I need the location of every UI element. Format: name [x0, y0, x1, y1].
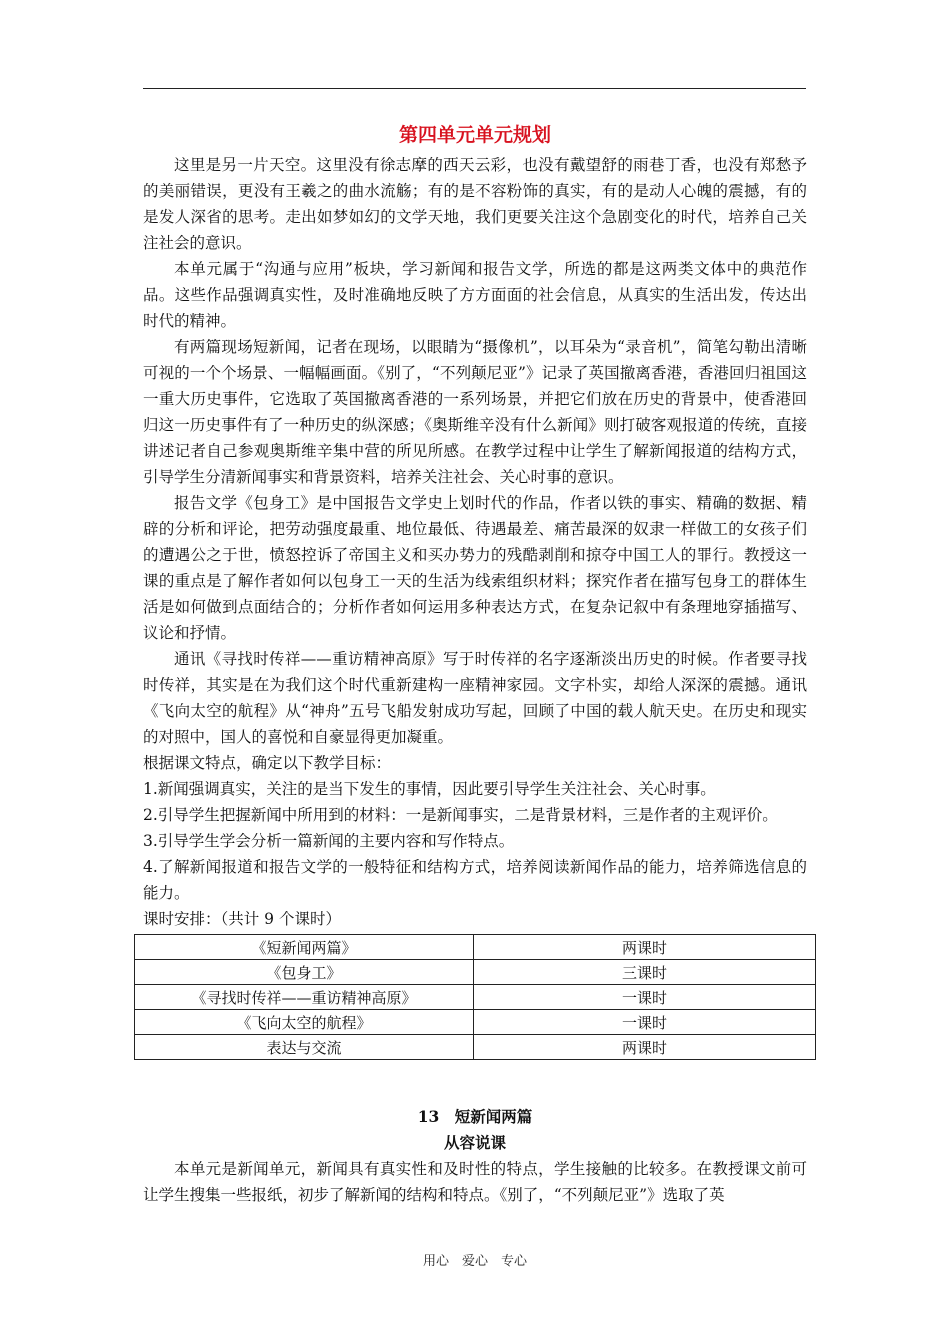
- header-rule: [143, 88, 806, 89]
- hours-cell: 两课时: [474, 1035, 816, 1060]
- document-body: [143, 118, 807, 1208]
- table-row: [135, 935, 816, 960]
- hours-cell: 两课时: [474, 935, 816, 960]
- goal-item: 3.引导学生学会分析一篇新闻的主要内容和写作特点。: [143, 832, 515, 850]
- goal-item: 1.新闻强调真实，关注的是当下发生的事情，因此要引导学生关注社会、关心时事。: [143, 780, 716, 798]
- table-row: [135, 985, 816, 1010]
- lesson-subheading: 从容说课: [443, 1133, 506, 1152]
- lesson-cell: 《短新闻两篇》: [135, 935, 474, 960]
- goal-item: 2.引导学生把握新闻中所用到的材料：一是新闻事实，二是背景材料，三是作者的主观评价。: [143, 806, 778, 824]
- lesson-cell: 《包身工》: [135, 960, 474, 985]
- section-gap: [143, 1060, 807, 1104]
- schedule-table: [134, 934, 816, 1060]
- lesson-cell: 《飞向太空的航程》: [135, 1010, 474, 1035]
- lesson-paragraph: 本单元是新闻单元，新闻具有真实性和及时性的特点，学生接触的比较多。在教授课文前可让学生搜集一些报纸，初步了解新闻的结构和特点。《别了，“不列颠尼亚”》选取了英: [143, 1160, 807, 1204]
- page-footer: 用心 爱心 专心: [422, 1254, 527, 1269]
- intro-paragraph: 这里是另一片天空。这里没有徐志摩的西天云彩，也没有戴望舒的雨巷丁香，也没有郑愁予的美丽错误，更没有王羲之的曲水流觞；有的是不容粉饰的真实，有的是动人心魄的震撼，有的是发人深省的思考。走出如梦如幻的文学天地，我们更要关注这个急剧变化的时代，培养自己关注社会的意识。: [143, 156, 807, 252]
- goal-item: 4.了解新闻报道和报告文学的一般特征和结构方式，培养阅读新闻作品的能力，培养筛选信息的能力。: [143, 858, 807, 902]
- page-title: 第四单元单元规划: [398, 124, 551, 146]
- table-row: [135, 1035, 816, 1060]
- feature-paragraph: 通讯《寻找时传祥——重访精神高原》写于时传祥的名字逐渐淡出历史的时候。作者要寻找时传祥，其实是在为我们这个时代重新建构一座精神家园。文字朴实，却给人深深的震撼。通讯《飞向太空的航程》从“神舟”五号飞船发射成功写起，回顾了中国的载人航天史。在历史和现实的对照中，国人的喜悦和自豪显得更加凝重。: [143, 650, 807, 746]
- hours-cell: 一课时: [474, 1010, 816, 1035]
- reportage-paragraph: 报告文学《包身工》是中国报告文学史上划时代的作品，作者以铁的事实、精确的数据、精辟的分析和评论，把劳动强度最重、地位最低、待遇最差、痛苦最深的奴隶一样做工的女孩子们的遭遇公之于世，愤怒控诉了帝国主义和买办势力的残酷剥削和掠夺中国工人的罪行。教授这一课的重点是了解作者如何以包身工一天的生活为线索组织材料；探究作者在描写包身工的群体生活是如何做到点面结合的；分析作者如何运用多种表达方式，在复杂记叙中有条理地穿插描写、议论和抒情。: [143, 494, 807, 642]
- hours-cell: 一课时: [474, 985, 816, 1010]
- goals-intro: 根据课文特点，确定以下教学目标：: [143, 754, 392, 772]
- schedule-label: 课时安排：（共计 9 个课时）: [143, 910, 341, 928]
- lesson-heading: 13 短新闻两篇: [417, 1107, 533, 1126]
- table-row: [135, 1010, 816, 1035]
- short-news-paragraph: 有两篇现场短新闻，记者在现场，以眼睛为“摄像机”，以耳朵为“录音机”，简笔勾勒出清晰可视的一个个场景、一幅幅画面。《别了，“不列颠尼亚”》记录了英国撤离香港，香港回归祖国这一重大历史事件，它选取了英国撤离香港的一系列场景，并把它们放在历史的背景中，使香港回归这一历史事件有了一种历史的纵深感；《奥斯维辛没有什么新闻》则打破客观报道的传统，直接讲述记者自己参观奥斯维辛集中营的所见所感。在教学过程中让学生了解新闻报道的结构方式，引导学生分清新闻事实和背景资料，培养关注社会、关心时事的意识。: [143, 338, 807, 486]
- table-row: [135, 960, 816, 985]
- lesson-cell: 《寻找时传祥——重访精神高原》: [135, 985, 474, 1010]
- lesson-cell: 表达与交流: [135, 1035, 474, 1060]
- hours-cell: 三课时: [474, 960, 816, 985]
- unit-overview-paragraph: 本单元属于“沟通与应用”板块，学习新闻和报告文学，所选的都是这两类文体中的典范作品。这些作品强调真实性，及时准确地反映了方方面面的社会信息，从真实的生活出发，传达出时代的精神。: [143, 260, 807, 330]
